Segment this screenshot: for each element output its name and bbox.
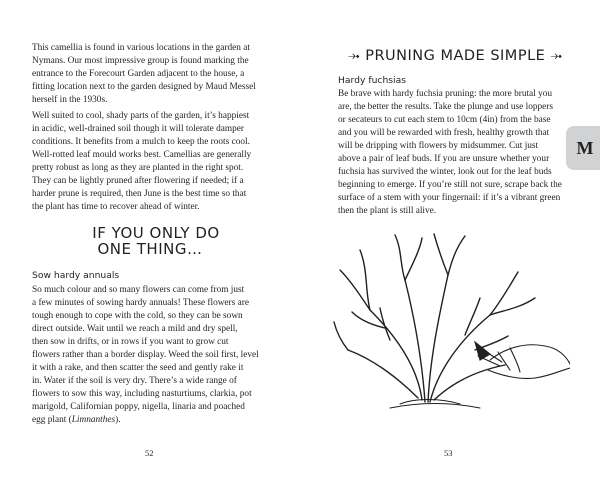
- text-line: Nymans. Our most impressive group is found marking the: [32, 56, 249, 66]
- text-line: So much colour and so many flowers can come from just: [32, 285, 245, 295]
- pruning-heading-text: PRUNING MADE SIMPLE: [365, 48, 546, 64]
- text-line: in. Water if the soil is very dry. There’s a wide range of: [32, 376, 237, 386]
- page-number-left: 52: [145, 448, 154, 458]
- text-line: beginning to emerge. If you’re still not sure, scrape back the: [338, 180, 562, 190]
- text-line: flowers to sow this way, including nasturtiums, clarkia, pot: [32, 389, 252, 399]
- text-line: are, the better the results. Take the plunge and use loppers: [338, 102, 553, 112]
- text-fragment: ).: [115, 415, 121, 425]
- latin-name: Limnanthes: [71, 415, 116, 425]
- base-roots: [390, 400, 480, 409]
- heading-ornament-icon: ⤞: [348, 48, 361, 64]
- subheading-sow-annuals: Sow hardy annuals: [32, 270, 120, 281]
- text-line: it with a rake, and then scatter the seed and gently rake it: [32, 363, 244, 373]
- text-line: [32, 414, 272, 427]
- text-line: a few minutes of sowing hardy annuals! These flowers are: [32, 298, 249, 308]
- text-line: then sow in drifts, or in rows if you want to grow cut: [32, 337, 229, 347]
- text-line: surface of a stem with your fingernail: if it’s a vibrant green: [338, 193, 561, 203]
- text-line: fuchsia has survived the winter, look out for the leaf buds: [338, 167, 552, 177]
- right-page: [300, 0, 600, 481]
- text-line: Well-rotted leaf mould works best. Camellias are generally: [32, 150, 252, 160]
- text-line: tough enough to cope with the cold, so they can be sown: [32, 311, 243, 321]
- subheading-hardy-fuchsias: Hardy fuchsias: [338, 75, 407, 86]
- text-line: herself in the 1930s.: [32, 95, 108, 105]
- annuals-paragraph: [32, 284, 272, 427]
- section-heading-line-1: IF YOU ONLY DO: [92, 224, 220, 242]
- text-line: direct outside. Wait until we reach a mild and dry spell,: [32, 324, 238, 334]
- care-paragraph: [32, 110, 268, 214]
- text-line: in acidic, well-drained soil though it will tolerate damper: [32, 124, 244, 134]
- text-line: harder prune is required, then June is the best time so that: [32, 189, 247, 199]
- text-line: Well suited to cool, shady parts of the garden, it’s happiest: [32, 111, 250, 121]
- text-line: conditions. It benefits from a mulch to keep the roots cool.: [32, 137, 250, 147]
- intro-paragraph: [32, 42, 268, 107]
- text-line: will be dripping with flowers by midsummer. Cut just: [338, 141, 539, 151]
- text-line: fitting location next to the garden designed by Maud Messel: [32, 82, 256, 92]
- text-line: above a pair of leaf buds. If you are unsure whether your: [338, 154, 550, 164]
- text-line: entrance to the Forecourt Garden adjacent to the house, a: [32, 69, 245, 79]
- heading-ornament-icon: ⤞: [550, 48, 563, 64]
- text-line: pretty robust as long as they are planted in the right spot.: [32, 163, 244, 173]
- text-line: They can be lightly pruned after flowering if needed; if a: [32, 176, 244, 186]
- page-number-right: 53: [444, 448, 453, 458]
- text-line: Be brave with hardy fuchsia pruning: the more brutal you: [338, 89, 553, 99]
- text-line: marigold, Californian poppy, nigella, linaria and poached: [32, 402, 245, 412]
- text-line: flowers rather than a border display. Weed the soil first, level: [32, 350, 259, 360]
- fuchsia-pruning-illustration: [330, 230, 570, 415]
- pruning-heading: [348, 47, 563, 65]
- thumb-tab-letter: M: [576, 138, 594, 158]
- text-line: then the plant is still alive.: [338, 206, 437, 216]
- text-line: and you will be rewarded with fresh, healthy growth that: [338, 128, 550, 138]
- hand-with-secateurs: [475, 342, 570, 378]
- thumb-index-tab[interactable]: [566, 126, 600, 170]
- text-line: This camellia is found in various locations in the garden at: [32, 43, 250, 53]
- text-line: or secateurs to cut each stem to 10cm (4in) from the base: [338, 115, 551, 125]
- text-line: the plant has time to recover ahead of winter.: [32, 202, 200, 212]
- section-heading-line-2: ONE THING…: [97, 240, 203, 258]
- fuchsia-stems: [334, 234, 535, 402]
- fuchsia-paragraph: [338, 88, 578, 218]
- text-fragment: egg plant (: [32, 415, 72, 425]
